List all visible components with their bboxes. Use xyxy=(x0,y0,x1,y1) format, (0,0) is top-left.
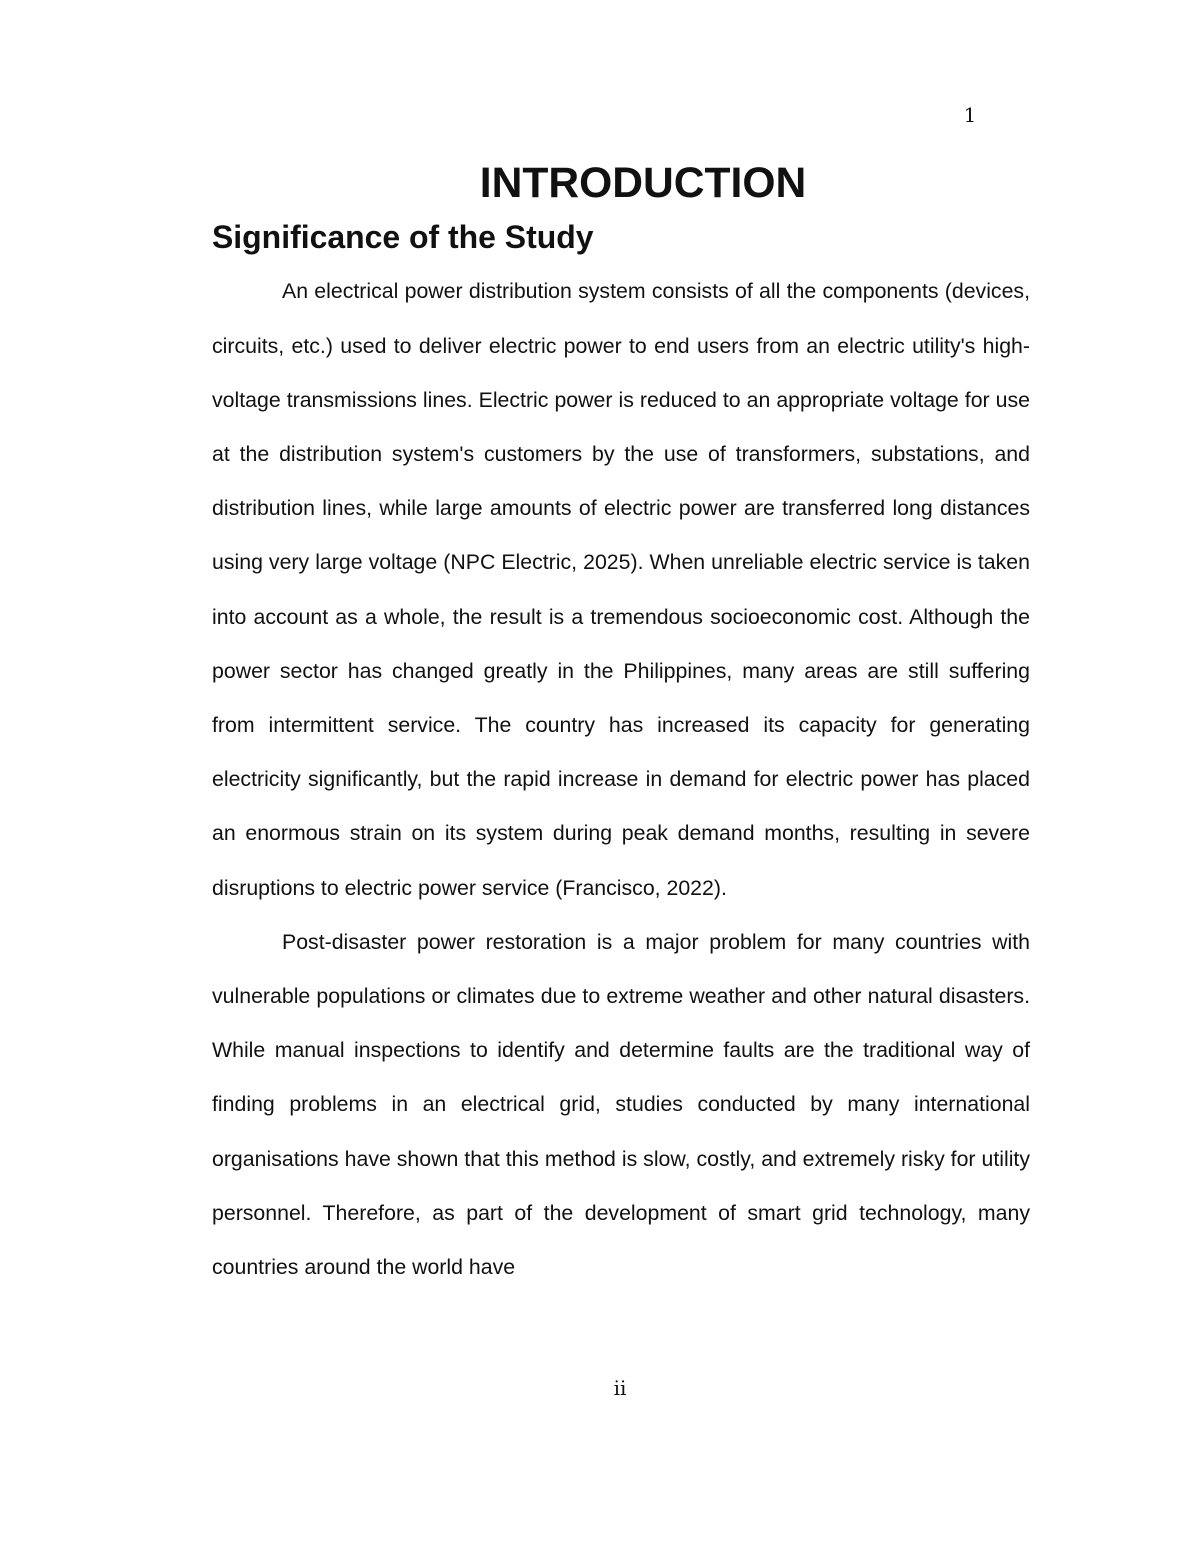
header-page-number: 1 xyxy=(963,103,977,127)
body-paragraph-1: An electrical power distribution system consists of all the components (devices, circuits, etc.) used to deliver electric power to end users from an electric utility's high-voltage transmissions lines. Electric power is reduced to an appropriate voltage for use at the distribution system's customers by the use of transformers, substations, and distribution lines, while large amounts of electric power are transferred long distances using very large voltage (NPC Electric, 2025). When unreliable electric service is taken into account as a whole, the result is a tremendous socioeconomic cost. Although the power sector has changed greatly in the Philippines, many areas are still suffering from intermittent service. The country has increased its capacity for generating electricity significantly, but the rapid increase in demand for electric power has placed an enormous strain on its system during peak demand months, resulting in severe disruptions to electric power service (Francisco, 2022). xyxy=(212,279,1030,900)
document-body xyxy=(212,156,1030,1294)
document-title: INTRODUCTION xyxy=(479,159,807,207)
body-paragraph-2: Post-disaster power restoration is a major problem for many countries with vulnerable populations or climates due to extreme weather and other natural disasters. While manual inspections to identify and determine faults are the traditional way of finding problems in an electrical grid, studies conducted by many international organisations have shown that this method is slow, costly, and extremely risky for utility personnel. Therefore, as part of the development of smart grid technology, many countries around the world have xyxy=(212,929,1030,1280)
section-heading: Significance of the Study xyxy=(212,219,594,256)
footer-page-number: ii xyxy=(613,1376,627,1400)
